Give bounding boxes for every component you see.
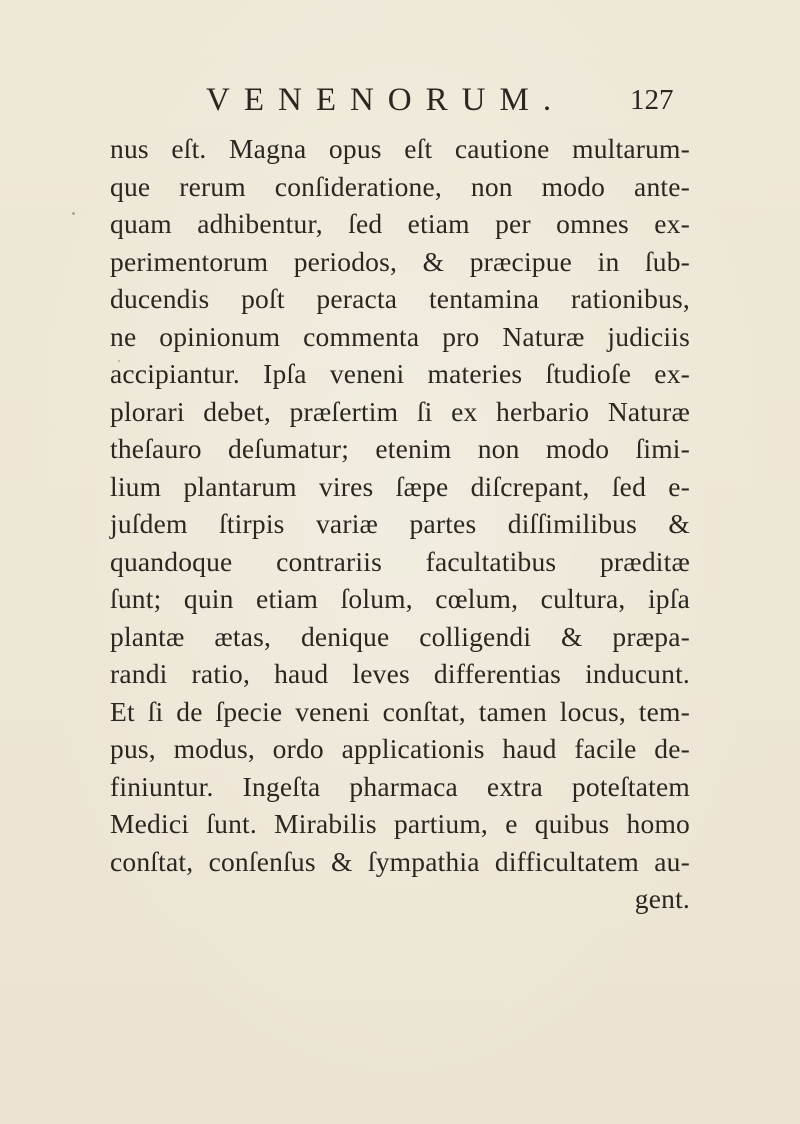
text-line: ducendis poſt peracta tentamina rationibus,	[110, 283, 690, 314]
page-number: 127	[630, 84, 674, 116]
text-line: theſauro deſumatur; etenim non modo ſimi-	[110, 433, 690, 464]
text-line: finiuntur. Ingeſta pharmaca extra poteſtatem	[110, 770, 690, 802]
text-line: quam adhibentur, ſed etiam per omnes ex-	[110, 208, 690, 239]
paper-speck	[72, 212, 75, 215]
text-line: Medici ſunt. Mirabilis partium, e quibus homo	[110, 808, 690, 839]
text-line: plantæ ætas, denique colligendi & præpa-	[110, 620, 690, 652]
text-line: plorari debet, præſertim ſi ex herbario Naturæ	[110, 395, 690, 427]
text-line: nus eſt. Magna opus eſt cautione multarum-	[110, 133, 690, 164]
running-head: VENENORUM.	[206, 82, 566, 118]
text-line: randi ratio, haud leves differentias inducunt.	[110, 658, 690, 689]
text-line: accipiantur. Ipſa veneni materies ſtudioſe ex-	[110, 358, 690, 389]
text-line: juſdem ſtirpis variæ partes diſſimilibus &	[110, 508, 690, 539]
text-line: Et ſi de ſpecie veneni conſtat, tamen locus, tem-	[110, 695, 690, 727]
body-text	[110, 130, 690, 918]
text-line: ſunt; quin etiam ſolum, cœlum, cultura, ipſa	[110, 583, 690, 614]
text-line: ne opinionum commenta pro Naturæ judiciis	[110, 320, 690, 352]
text-line: pus, modus, ordo applicationis haud facile de-	[110, 733, 690, 764]
page-header	[0, 80, 800, 120]
catchword: gent.	[634, 883, 690, 914]
text-line: quandoque contrariis facultatibus præditæ	[110, 545, 690, 577]
text-line: perimentorum periodos, & præcipue in ſub-	[110, 245, 690, 277]
text-line: lium plantarum vires ſæpe diſcrepant, ſed e-	[110, 470, 690, 502]
paper-speck	[118, 360, 120, 362]
text-line: conſtat, conſenſus & ſympathia difficultatem au-	[110, 845, 690, 877]
paper-speck	[640, 482, 642, 484]
text-line: que rerum conſideratione, non modo ante-	[110, 170, 690, 202]
